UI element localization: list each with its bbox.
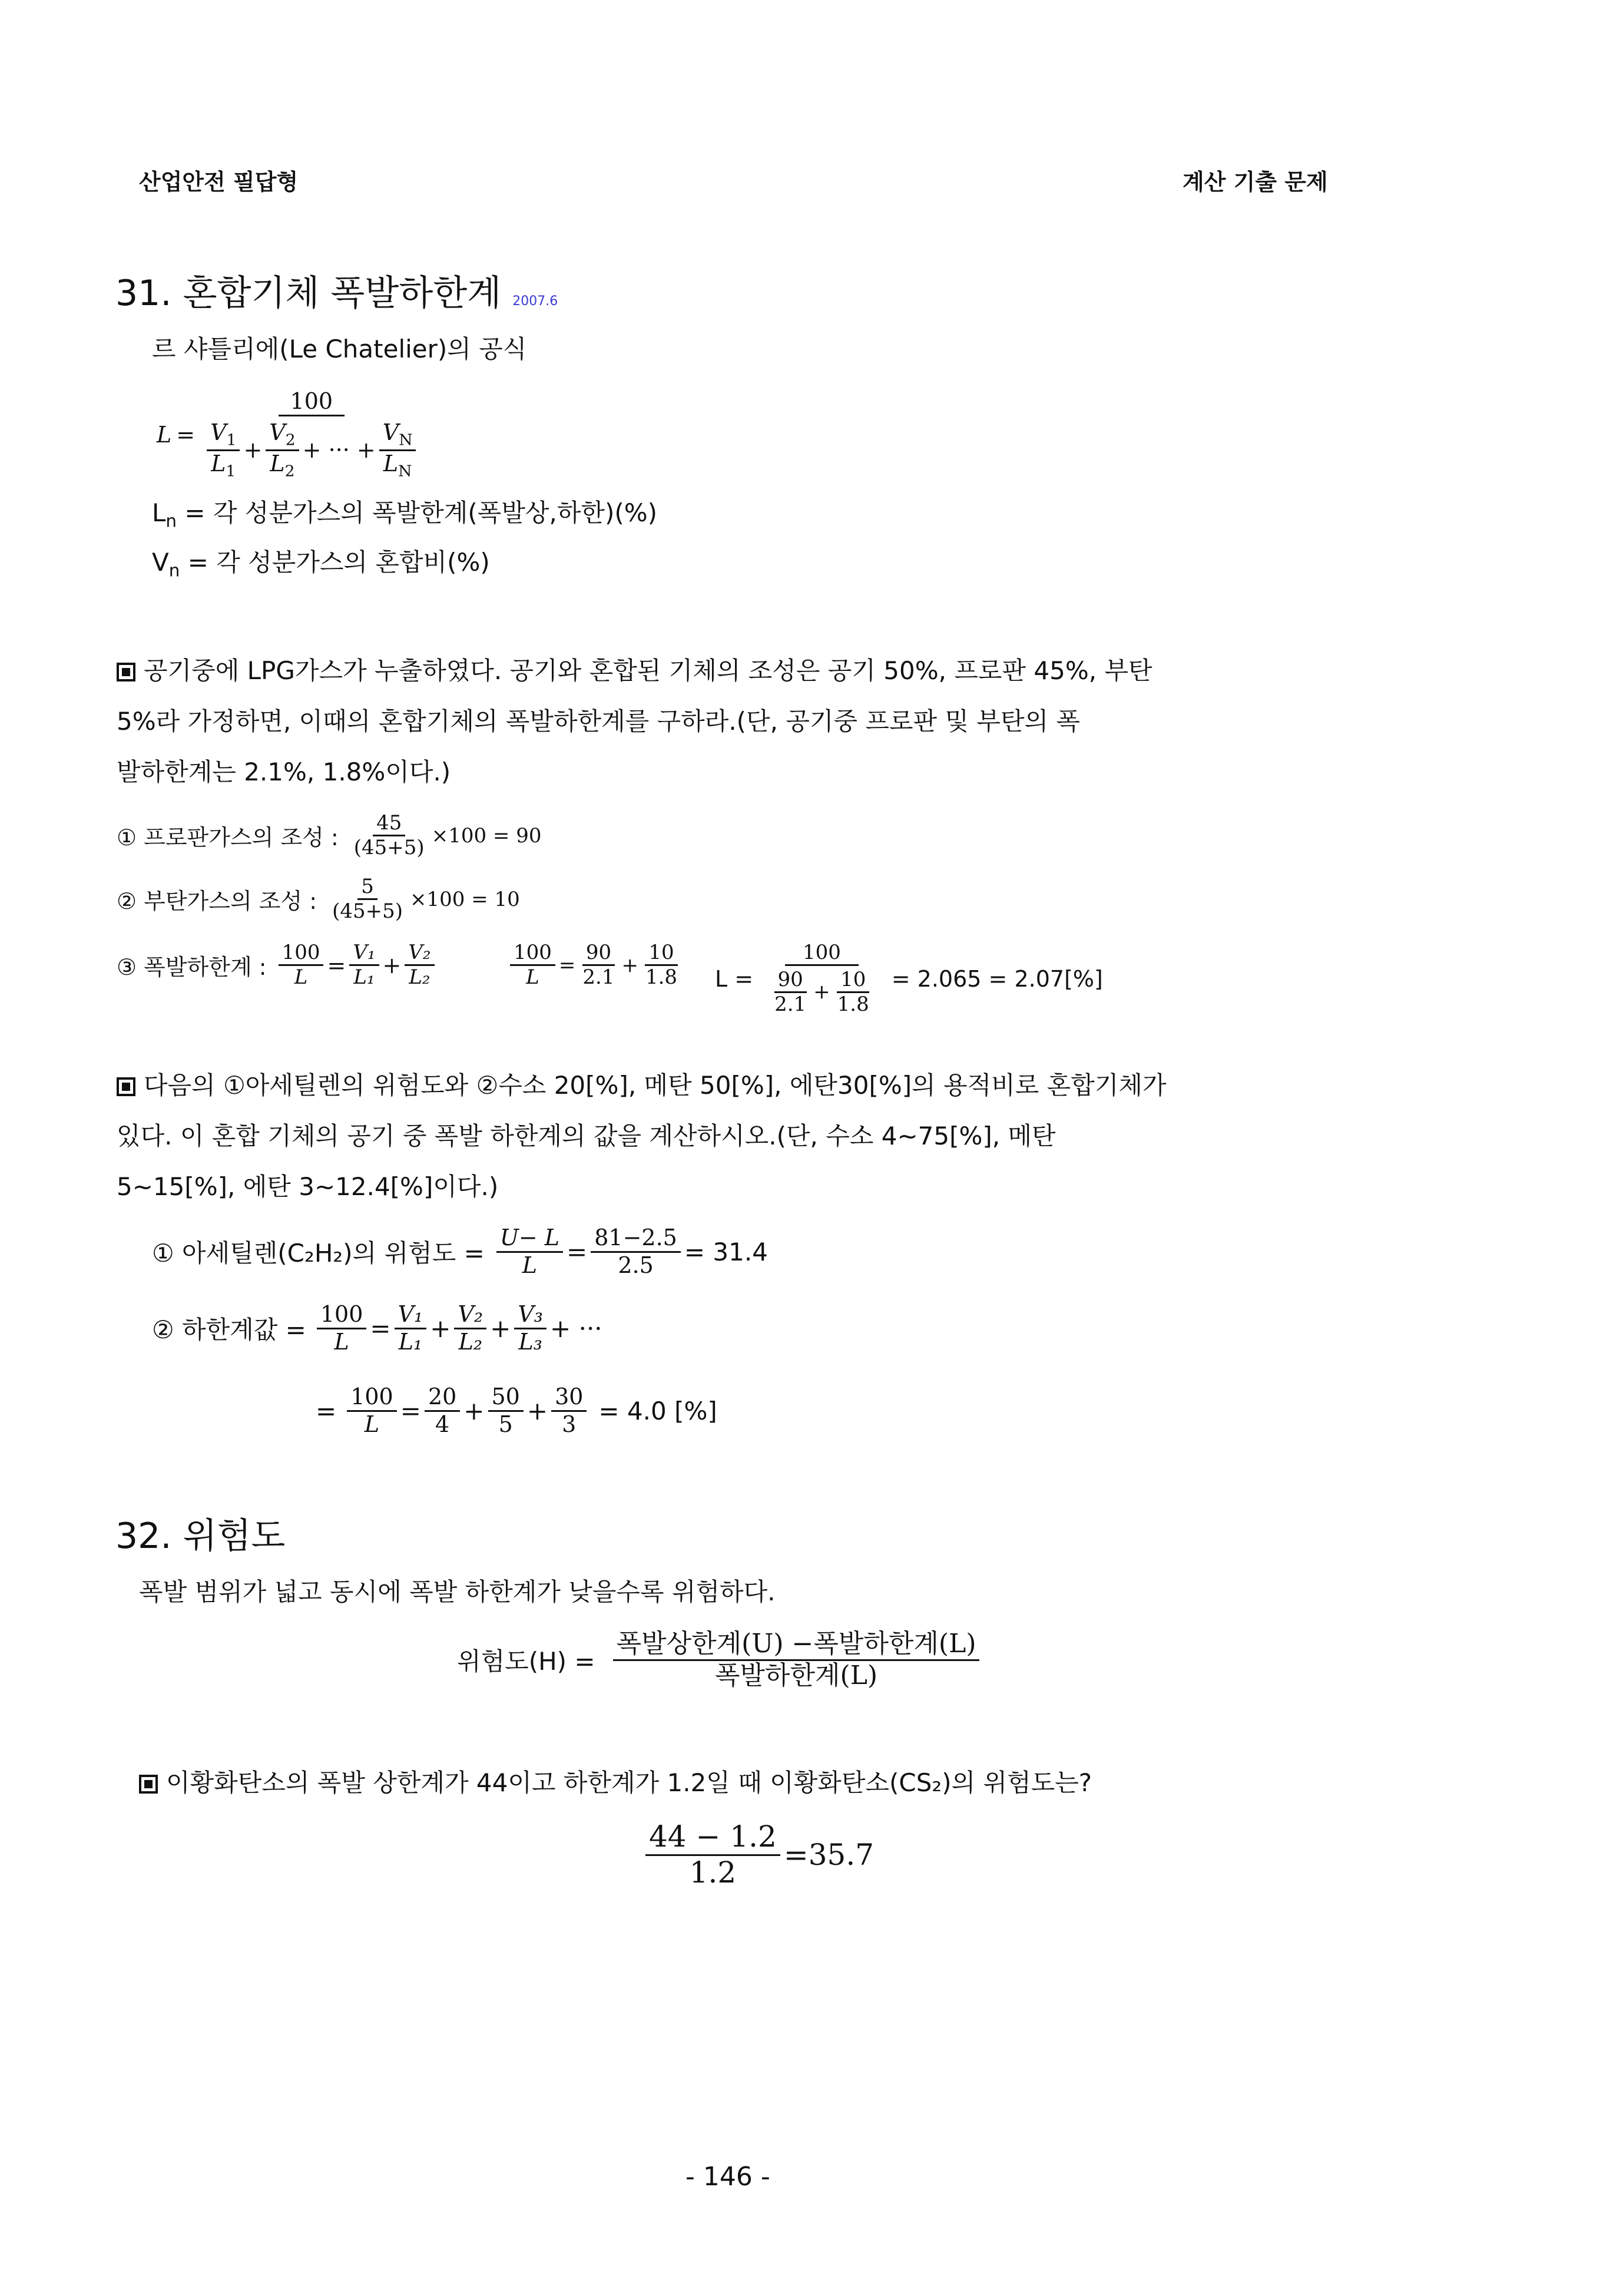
header-right: 계산 기출 문제: [1183, 169, 1328, 195]
answer-2-lower-limit: ② 하한계값 = $\frac{100}{L}$ = $\frac{\text{V₁}}{\text{L₁}}$ + $\frac{\text{V₂}}{\text{L₂}}$ + $\frac{\text{V₃}}{\text{L₃}}$ + ···: [152, 1301, 602, 1355]
question-1-line-2: 5%라 가정하면, 이때의 혼합기체의 폭발하한계를 구하라.(단, 공기중 프로판 및 부탄의 폭: [117, 707, 1081, 736]
question-2-line-2: 있다. 이 혼합 기체의 공기 중 폭발 하한계의 값을 계산하시오.(단, 수소 4~75[%], 메탄: [117, 1121, 1056, 1150]
step-2-butane: ② 부탄가스의 조성 : $\frac{5}{(45+5)}$ ×100 = 10: [117, 875, 520, 924]
page-number: - 146 -: [685, 2162, 770, 2192]
question-1-line-3: 발하한계는 2.1%, 1.8%이다.): [117, 757, 451, 786]
checkbox-square-icon: [117, 1077, 135, 1096]
question-2-line-1: 다음의 ①아세틸렌의 위험도와 ②수소 20[%], 메탄 50[%], 에탄30[%]의 용적비로 혼합기체가: [117, 1066, 1167, 1101]
step-1-propane: ① 프로판가스의 조성 : $\frac{45}{(45+5)}$ ×100 = 90: [117, 811, 542, 860]
section-31-title: 31. 혼합기체 폭발하한계 2007.6: [115, 273, 558, 314]
step-3-lower-limit: ③ 폭발하한계 : $\frac{100}{L}$ = $\frac{\text{V₁}}{\text{L₁}}$ + $\frac{\text{V₂}}{\text{L₂}}$: [117, 941, 438, 989]
ln-definition: $L_n$ = 각 성분가스의 폭발한계(폭발상,하한)(%): [152, 498, 658, 531]
question-2-line-3: 5~15[%], 에탄 3~12.4[%]이다.): [117, 1172, 499, 1201]
le-chatelier-intro: 르 샤틀리에(Le Chatelier)의 공식: [152, 335, 527, 363]
risk-intro: 폭발 범위가 넓고 동시에 폭발 하한계가 낮을수록 위험하다.: [139, 1577, 776, 1606]
checkbox-square-icon: [117, 663, 135, 681]
checkbox-square-icon: [139, 1775, 158, 1794]
vn-definition: $V_n$ = 각 성분가스의 혼합비(%): [152, 548, 490, 581]
cs2-risk-result: $\frac{44 - 1.2}{1.2}$ =35.7: [642, 1820, 874, 1890]
le-chatelier-formula: L = 100 $\frac{V_1}{L_1}$ + $\frac{V_2}{L_2}$ + ··· + $\frac{V_N}{L_N}$: [157, 389, 423, 481]
answer-2-substitution: = $\frac{100}{L}$ = $\frac{20}{4}$ + $\frac{50}{5}$ + $\frac{30}{3}$ = 4.0 [%]: [316, 1384, 717, 1437]
step-3-substitution: $\frac{100}{L}$ = $\frac{90}{2.1}$ + $\frac{10}{1.8}$: [506, 941, 684, 989]
step-3-result: L = 100 $\frac{90}{2.1}$ + $\frac{10}{1.8}$ = 2.065 = 2.07[%]: [715, 941, 1103, 1017]
answer-1-acetylene: ① 아세틸렌(C₂H₂)의 위험도 = $\frac{U- L}{L}$ = $\frac{81-2.5}{2.5}$ = 31.4: [152, 1225, 768, 1278]
section-32-title: 32. 위험도: [115, 1516, 286, 1557]
year-note: 2007.6: [512, 294, 558, 309]
header-left: 산업안전 필답형: [139, 169, 299, 195]
question-3: 이황화탄소의 폭발 상한계가 44이고 하한계가 1.2일 때 이황화탄소(CS₂)의 위험도는?: [139, 1764, 1092, 1799]
question-1-line-1: 공기중에 LPG가스가 누출하였다. 공기와 혼합된 기체의 조성은 공기 50%, 프로판 45%, 부탄: [117, 651, 1152, 687]
risk-formula: 위험도(H) = $\frac{\text{폭발상한계(U) −폭발하한계(L)}}{\text{폭발하한계(L)}}$: [457, 1629, 983, 1690]
